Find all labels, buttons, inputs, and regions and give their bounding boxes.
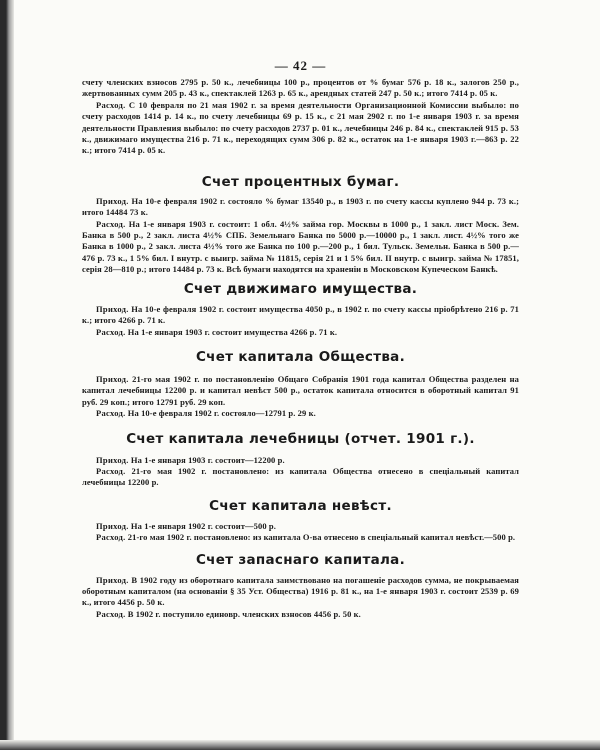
- paragraph-lead: Приход.: [96, 574, 129, 585]
- paragraph-text: 21-го мая 1902 г. постановлено: из капитала Общества отнесено в спеціальный капитал лечебницы 12200 р.: [82, 465, 519, 488]
- paragraph: [82, 219, 519, 276]
- section-capital: [82, 374, 519, 420]
- bottom-edge-shadow: [0, 740, 600, 750]
- section-hospital: [82, 455, 519, 489]
- paragraph: [82, 196, 519, 219]
- section-nevet: [82, 521, 519, 544]
- paragraph-text: В 1902 г. поступило единовр. членских взносов 4456 р. 50 к.: [125, 608, 361, 619]
- paragraph: счету членских взносов 2795 р. 50 к., лечебницы 100 р., процентов от % бумаг 576 р. 18 к., залогов 250 р., жертвованных сумм 205 р. 43 к., спектаклей 1263 р. 65 к., арендных статей 247 р. 50 к.; итого 7414 р. 05 к.: [82, 77, 519, 99]
- binding-shadow: [0, 0, 14, 750]
- section-heading: Счет движимаго имущества.: [183, 280, 418, 297]
- paragraph: [82, 609, 519, 620]
- paragraph-lead: Расход.: [96, 218, 126, 229]
- section-paper: [82, 196, 519, 276]
- paragraph-text: На 10-е февраля 1902 г. состояло—12791 р. 29 к.: [125, 408, 316, 419]
- paragraph: [82, 408, 519, 419]
- paragraph: [82, 455, 519, 466]
- section-heading: Счет капитала лечебницы (отчет. 1901 г.).: [126, 430, 475, 447]
- section-heading: Счет капитала Общества.: [195, 348, 406, 365]
- paragraph-lead: Расход.: [96, 608, 126, 619]
- section-reserve: [82, 575, 519, 621]
- paragraph-lead: Приход.: [96, 454, 129, 465]
- paragraph-text: 21-го мая 1902 г. по постановленію Общаго Собранія 1901 года капитал Общества разделен на капитал лечебницы 12200 р. и капитал невѣст 500 р., остаток капитала относится в оборотный капитал 91 руб. 29 коп.; итого 12791 руб. 29 коп.: [82, 373, 519, 407]
- paragraph: [82, 374, 519, 408]
- paragraph-text: 21-го мая 1902 г. постановлено: из капитала О-ва отнесено в спеціальный капитал невѣст.—500 р.: [125, 532, 516, 543]
- paragraph-lead: Приход.: [96, 520, 129, 531]
- section-heading: Счет капитала невѣст.: [209, 497, 392, 514]
- section-heading: Счет запаснаго капитала.: [195, 551, 406, 568]
- section-heading: Счет процентных бумаг.: [201, 173, 400, 190]
- paragraph: [82, 532, 519, 543]
- paragraph-lead: Расход.: [96, 465, 126, 476]
- paragraph-lead: Расход.: [96, 532, 126, 543]
- paragraph-text: На 1-е января 1903 г. состоит: 1 обл. 4½% займа гор. Москвы в 1000 р., 1 закл. лист Моск. Зем. Банка в 500 р., 2 закл. листа 4½% СПБ. Земельнаго Банка по 5000 р.—10000 р., 1 закл. лист. 4½% того же Банка в 1000 р., 2 закл. листа 4½% того же Банка по 100 р.—200 р., 1 бил. Тульск. Земельн. Банка в 500 р.—476 р. 73 к., 1 5% бил. I внутр. с выигр. займа № 11815, серія 21 и 1 5% бил. II внутр. с выигр. займа № 17851, серія 28—810 р.; итого 14484 р. 73 к. Всѣ бумаги находятся на храненіи в Московском Купеческом Банкѣ.: [82, 218, 519, 275]
- paragraph-lead: Расход.: [96, 408, 126, 419]
- paragraph-lead: Приход.: [96, 373, 129, 384]
- section-movable: [82, 304, 519, 338]
- paragraph-lead: Расход.: [96, 99, 126, 110]
- paragraph-text: На 1-е января 1903 г. состоит имущества 4266 р. 71 к.: [125, 326, 338, 337]
- paragraph: [82, 466, 519, 489]
- paragraph-lead: Приход.: [96, 303, 129, 314]
- paragraph: [82, 521, 519, 532]
- paragraph-text: С 10 февраля по 21 мая 1902 г. за время деятельности Организационной Комиссии выбыло: по счету расходов 1414 р. 14 к., по счету лечебницы 69 р. 15 к., с 21 мая 2902 г. по 1-е января 1903 г. за время деятельности Правления выбыло: по счету расходов 2737 р. 01 к., лечебницы 246 р. 84 к., спектаклей 915 р. 53 к., движимаго имущества 216 р. 71 к., переходящих сумм 306 р. 82 к., остаток на 1-е января 1903 г.—863 р. 22 к.; итого 7414 р. 05 к.: [82, 99, 519, 156]
- paragraph-text: На 10-е февраля 1902 г. состоит имущества 4050 р., в 1902 г. по счету кассы пріобрѣтено 216 р. 71 к.; итого 4266 р. 71 к.: [82, 303, 519, 326]
- paragraph-text: На 10-е февраля 1902 г. состояло % бумаг 13540 р., в 1903 г. по счету кассы куплено 944 р. 73 к.; итого 14484 73 к.: [82, 195, 519, 218]
- paragraph-lead: Приход.: [96, 195, 129, 206]
- paragraph: [82, 327, 519, 338]
- section-top: [82, 77, 519, 157]
- page-content: [82, 58, 519, 620]
- paragraph: [82, 304, 519, 327]
- paragraph-text: На 1-е января 1903 г. состоит—12200 р.: [128, 454, 285, 465]
- page-number: — 42 —: [274, 58, 327, 73]
- paragraph-text: В 1902 году из оборотнаго капитала заимствовано на погашеніе расходов сумма, не покрываемая оборотным капиталом (на основаніи § 35 Уст. Общества) 1916 р. 81 к., на 1-е января 1903 г. состоит 2539 р. 69 к., итого 4456 р. 50 к.: [82, 574, 519, 608]
- paragraph-text: На 1-е января 1902 г. состоит—500 р.: [128, 520, 276, 531]
- paragraph: [82, 575, 519, 609]
- paragraph: [82, 100, 519, 157]
- paragraph-lead: Расход.: [96, 326, 126, 337]
